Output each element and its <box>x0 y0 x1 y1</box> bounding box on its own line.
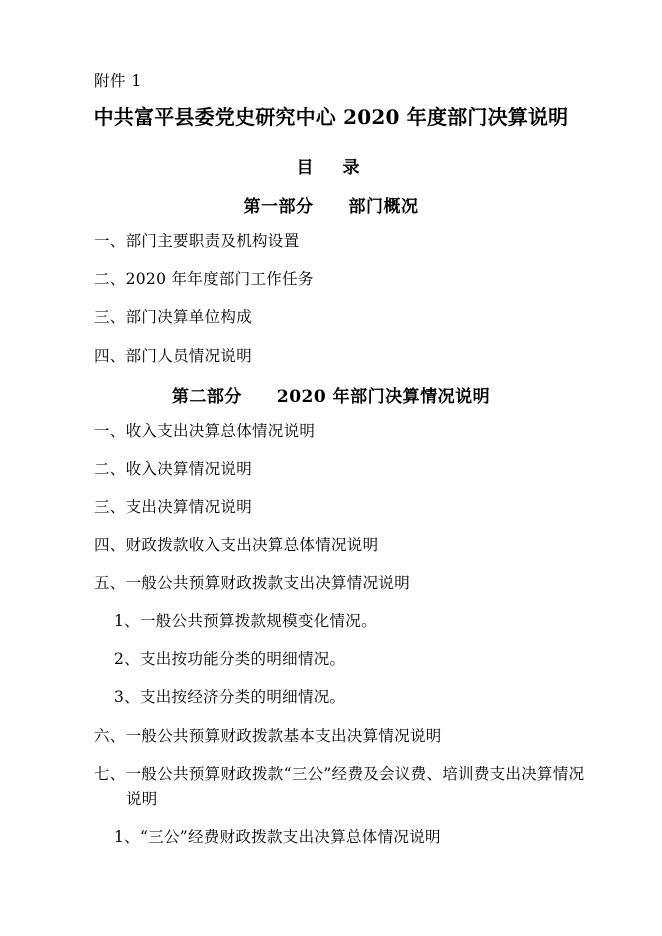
toc-heading: 目 录 <box>296 158 366 179</box>
page-title: 中共富平县委党史研究中心 2020 年度部门决算说明 <box>93 105 569 130</box>
list-item: 一、部门主要职责及机构设置 <box>94 232 300 251</box>
list-item: 3、支出按经济分类的明细情况。 <box>114 688 346 707</box>
attachment-label: 附件 1 <box>94 72 142 90</box>
list-item: 三、部门决算单位构成 <box>94 308 253 327</box>
list-item: 一、收入支出决算总体情况说明 <box>94 421 316 440</box>
list-item: 三、支出决算情况说明 <box>94 497 253 516</box>
part-one-heading: 第一部分 部门概况 <box>243 197 419 218</box>
list-item: 四、财政拨款收入支出决算总体情况说明 <box>94 536 379 555</box>
list-item: 七、一般公共预算财政拨款“三公”经费及会议费、培训费支出决算情况说明 <box>94 764 585 808</box>
list-item: 1、“三公”经费财政拨款支出决算总体情况说明 <box>114 827 441 846</box>
list-item: 二、收入决算情况说明 <box>94 459 253 478</box>
list-item: 四、部门人员情况说明 <box>94 346 253 365</box>
list-item: 二、2020 年年度部门工作任务 <box>94 270 314 289</box>
list-item: 1、一般公共预算拨款规模变化情况。 <box>114 612 377 631</box>
part-two-heading: 第二部分 2020 年部门决算情况说明 <box>171 386 491 407</box>
list-item: 五、一般公共预算财政拨款支出决算情况说明 <box>94 574 411 593</box>
list-item: 2、支出按功能分类的明细情况。 <box>114 650 346 669</box>
list-item: 六、一般公共预算财政拨款基本支出决算情况说明 <box>94 726 442 745</box>
